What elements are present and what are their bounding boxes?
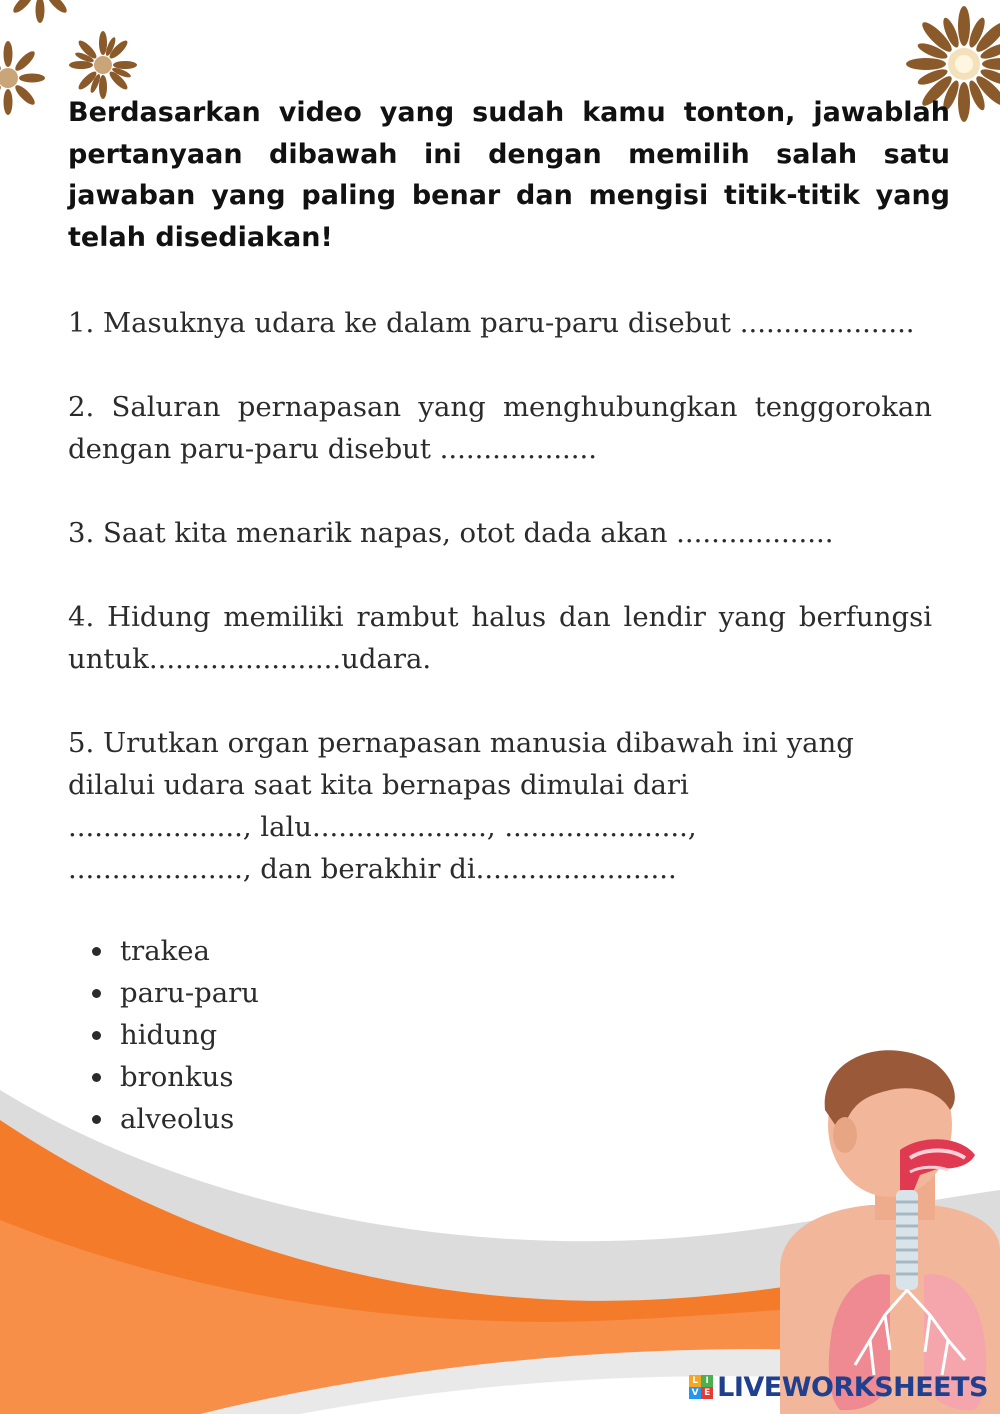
logo-mark-letter: E (701, 1387, 713, 1399)
question-4: 4. Hidung memiliki rambut halus dan lendir yang berfungsi untuk......................udara. (68, 601, 932, 675)
bullet-icon (92, 989, 101, 998)
question-1: 1. Masuknya udara ke dalam paru-paru disebut .................... (68, 307, 915, 339)
list-item (68, 972, 259, 1014)
bullet-icon (92, 1031, 101, 1040)
answer-options-list (68, 930, 259, 1140)
flower-icon (0, 40, 46, 116)
list-item (68, 1098, 259, 1140)
liveworksheets-logo (689, 1370, 988, 1404)
logo-mark-letter: I (701, 1375, 713, 1387)
option-label: alveolus (120, 1103, 235, 1135)
flower-icon (0, 0, 80, 26)
question-5: 5. Urutkan organ pernapasan manusia dibawah ini yang dilalui udara saat kita bernapas dimulai dari ...................., lalu...................., ....................., ...................., dan berakhir di....................... (68, 727, 854, 885)
option-label: paru-paru (120, 977, 260, 1009)
logo-mark-letter: L (689, 1375, 701, 1387)
question-2: 2. Saluran pernapasan yang menghubungkan tenggorokan dengan paru-paru disebut .................. (68, 391, 932, 465)
bullet-icon (92, 947, 101, 956)
option-label: trakea (120, 935, 210, 967)
option-label: bronkus (120, 1061, 234, 1093)
logo-mark-icon (689, 1375, 713, 1399)
logo-text: LIVEWORKSHEETS (717, 1371, 988, 1403)
list-item (68, 1014, 259, 1056)
option-label: hidung (120, 1019, 218, 1051)
instructions-text: Berdasarkan video yang sudah kamu tonton, jawablah pertanyaan dibawah ini dengan memilih salah satu jawaban yang paling benar dan mengisi titik-titik yang telah disediakan! (68, 97, 950, 253)
list-item (68, 930, 259, 972)
question-3: 3. Saat kita menarik napas, otot dada akan .................. (68, 517, 834, 549)
logo-mark-letter: V (689, 1387, 701, 1399)
bullet-icon (92, 1115, 101, 1124)
list-item (68, 1056, 259, 1098)
flower-icon (68, 30, 138, 100)
respiratory-system-illustration (770, 1040, 1000, 1414)
bullet-icon (92, 1073, 101, 1082)
